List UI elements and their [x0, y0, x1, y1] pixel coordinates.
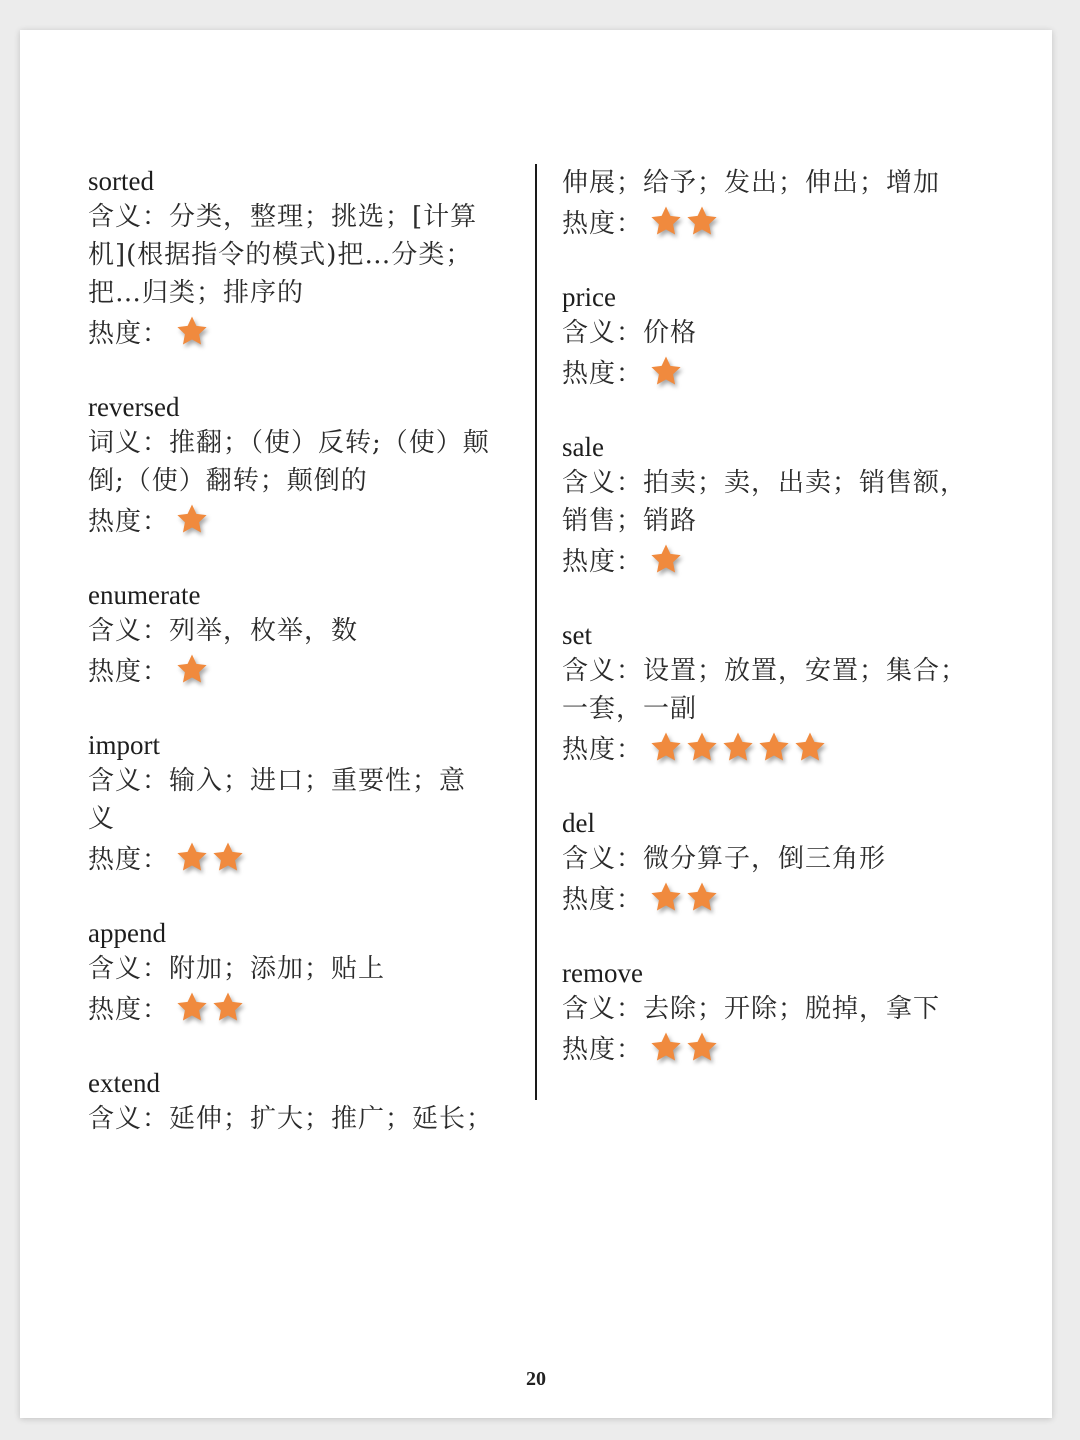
heat-rating: [88, 988, 518, 1026]
entry-meaning-line: 销售；销路: [562, 506, 698, 536]
word-entry: [562, 430, 982, 578]
entry-word: enumerate: [88, 580, 201, 610]
star-icon: [175, 990, 209, 1024]
star-icon: [211, 840, 245, 874]
star-icon: [649, 880, 683, 914]
entry-word: sale: [562, 432, 604, 462]
right-column: [562, 164, 982, 1066]
star-icon: [649, 354, 683, 388]
entry-meaning-line: 伸展；给予；发出；伸出；增加: [562, 168, 941, 198]
heat-rating: [562, 352, 982, 390]
star-icon: [175, 314, 209, 348]
heat-label: 热度：: [562, 1034, 644, 1065]
entry-meaning-line: 一套，一副: [562, 694, 698, 724]
star-icon: [175, 840, 209, 874]
star-icon: [175, 652, 209, 686]
star-rating: [649, 354, 685, 388]
star-rating: [649, 1030, 721, 1064]
heat-label: 热度：: [88, 506, 170, 537]
entry-word: del: [562, 808, 595, 838]
heat-rating: [562, 1028, 982, 1066]
star-icon: [649, 1030, 683, 1064]
entry-word: append: [88, 918, 166, 948]
star-rating: [175, 314, 211, 348]
word-entry: [562, 806, 982, 916]
star-icon: [649, 542, 683, 576]
star-rating: [649, 542, 685, 576]
star-icon: [757, 730, 791, 764]
entry-word: sorted: [88, 166, 154, 196]
heat-rating: [562, 202, 982, 240]
heat-label: 热度：: [562, 546, 644, 577]
entry-spacer: [562, 390, 982, 430]
heat-rating: [88, 312, 518, 350]
heat-label: 热度：: [562, 734, 644, 765]
entry-word: extend: [88, 1068, 160, 1098]
entry-meaning-line: 含义：拍卖；卖，出卖；销售额，: [562, 468, 968, 498]
entry-spacer: [562, 240, 982, 280]
entry-spacer: [88, 350, 518, 390]
word-entry: [88, 578, 518, 688]
heat-label: 热度：: [88, 844, 170, 875]
entry-meaning-line: 义: [88, 804, 116, 834]
heat-rating: [562, 878, 982, 916]
star-rating: [649, 204, 721, 238]
star-icon: [793, 730, 827, 764]
word-entry: [562, 164, 982, 240]
entry-spacer: [88, 688, 518, 728]
entry-spacer: [88, 1026, 518, 1066]
entry-meaning-line: 机](根据指令的模式)把…分类；: [88, 240, 473, 270]
entry-meaning-line: 含义：去除；开除；脱掉，拿下: [562, 994, 941, 1024]
heat-label: 热度：: [562, 358, 644, 389]
entry-meaning-line: 倒;（使）翻转；颠倒的: [88, 466, 368, 496]
word-entry: [88, 916, 518, 1026]
star-rating: [175, 840, 247, 874]
star-rating: [175, 652, 211, 686]
heat-rating: [88, 838, 518, 876]
star-icon: [211, 990, 245, 1024]
entry-meaning-line: 含义：延伸；扩大；推广；延长；: [88, 1104, 494, 1134]
entry-word: remove: [562, 958, 643, 988]
heat-rating: [88, 650, 518, 688]
star-icon: [685, 1030, 719, 1064]
star-icon: [175, 502, 209, 536]
heat-label: 热度：: [562, 208, 644, 239]
entry-meaning-line: 含义：微分算子，倒三角形: [562, 844, 887, 874]
document-page: [20, 30, 1052, 1418]
entry-word: set: [562, 620, 592, 650]
entry-spacer: [562, 766, 982, 806]
column-divider: [535, 164, 537, 1100]
entry-spacer: [88, 876, 518, 916]
entry-meaning-line: 含义：价格: [562, 318, 698, 348]
left-column: [88, 164, 518, 1138]
heat-rating: [88, 500, 518, 538]
heat-rating: [562, 728, 982, 766]
star-icon: [649, 204, 683, 238]
word-entry: [562, 280, 982, 390]
entry-meaning-line: 含义：附加；添加；贴上: [88, 954, 386, 984]
entry-spacer: [562, 578, 982, 618]
star-icon: [685, 880, 719, 914]
entry-meaning-line: 含义：列举，枚举，数: [88, 616, 359, 646]
entry-word: price: [562, 282, 616, 312]
page-number: 20: [526, 1368, 546, 1390]
star-icon: [685, 730, 719, 764]
word-entry: [88, 728, 518, 876]
heat-rating: [562, 540, 982, 578]
entry-meaning-line: 词义：推翻；（使）反转;（使）颠: [88, 428, 490, 458]
entry-spacer: [88, 538, 518, 578]
star-icon: [721, 730, 755, 764]
entry-meaning-line: 含义：分类，整理；挑选；[计算: [88, 202, 478, 232]
word-entry: [562, 956, 982, 1066]
star-icon: [685, 204, 719, 238]
entry-meaning-line: 含义：设置；放置，安置；集合；: [562, 656, 968, 686]
star-rating: [649, 730, 829, 764]
entry-meaning-line: 把…归类；排序的: [88, 278, 305, 308]
star-rating: [175, 990, 247, 1024]
entry-word: import: [88, 730, 160, 760]
star-rating: [175, 502, 211, 536]
word-entry: [562, 618, 982, 766]
entry-meaning-line: 含义：输入；进口；重要性；意: [88, 766, 467, 796]
word-entry: [88, 390, 518, 538]
star-rating: [649, 880, 721, 914]
entry-spacer: [562, 916, 982, 956]
entry-word: reversed: [88, 392, 180, 422]
word-entry: [88, 164, 518, 350]
heat-label: 热度：: [88, 994, 170, 1025]
heat-label: 热度：: [88, 656, 170, 687]
heat-label: 热度：: [88, 318, 170, 349]
heat-label: 热度：: [562, 884, 644, 915]
star-icon: [649, 730, 683, 764]
word-entry: [88, 1066, 518, 1138]
